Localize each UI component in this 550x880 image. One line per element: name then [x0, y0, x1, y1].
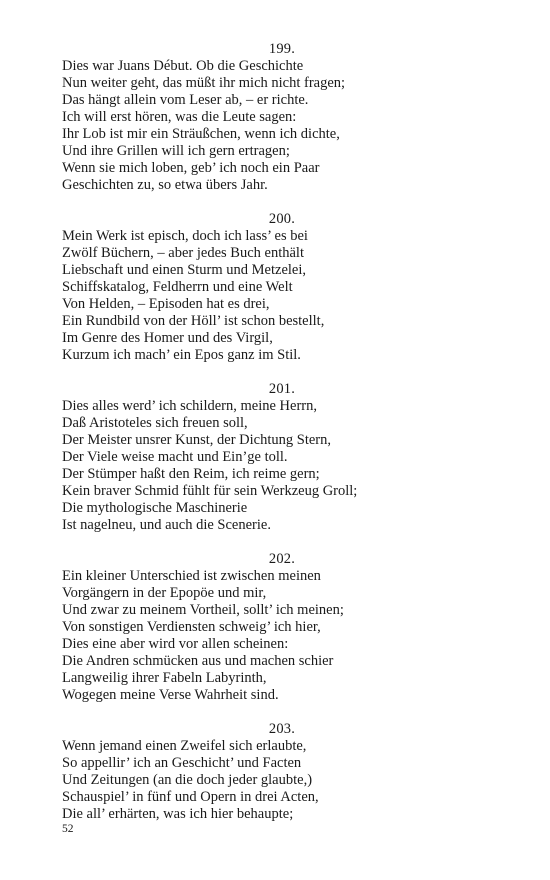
stanza-number: 202. — [268, 551, 296, 567]
verse-line: Kein braver Schmid fühlt für sein Werkzeug Groll; — [62, 483, 358, 499]
verse-line: Geschichten zu, so etwa übers Jahr. — [62, 177, 268, 193]
stanza — [62, 381, 502, 534]
verse-line: Der Viele weise macht und Ein’ge toll. — [62, 449, 288, 465]
verse-line: Dies eine aber wird vor allen scheinen: — [62, 636, 289, 652]
verse-line: So appellir’ ich an Geschicht’ und Facten — [62, 755, 302, 771]
verse-line: Ein kleiner Unterschied ist zwischen meinen — [62, 568, 321, 584]
verse-line: Liebschaft und einen Sturm und Metzelei, — [62, 262, 307, 278]
stanza-number: 203. — [268, 721, 296, 737]
verse-line: Der Meister unsrer Kunst, der Dichtung Stern, — [62, 432, 331, 448]
verse-line: Und Zeitungen (an die doch jeder glaubte,) — [62, 772, 313, 788]
stanza — [62, 721, 502, 823]
verse-line: Vorgängern in der Epopöe und mir, — [62, 585, 267, 601]
verse-line: Im Genre des Homer und des Virgil, — [62, 330, 273, 346]
verse-line: Ich will erst hören, was die Leute sagen: — [62, 109, 297, 125]
stanza — [62, 211, 502, 364]
verse-line: Nun weiter geht, das müßt ihr mich nicht fragen; — [62, 75, 346, 91]
verse-line: Von Helden, – Episoden hat es drei, — [62, 296, 270, 312]
verse-line: Wenn sie mich loben, geb’ ich noch ein Paar — [62, 160, 320, 176]
verse-line: Schiffskatalog, Feldherrn und eine Welt — [62, 279, 293, 295]
verse-line: Die all’ erhärten, was ich hier behaupte; — [62, 806, 294, 822]
verse-line: Wenn jemand einen Zweifel sich erlaubte, — [62, 738, 307, 754]
verse-line: Dies alles werd’ ich schildern, meine Herrn, — [62, 398, 317, 414]
verse-line: Daß Aristoteles sich freuen soll, — [62, 415, 248, 431]
verse-line: Die Andren schmücken aus und machen schier — [62, 653, 334, 669]
page-number: 52 — [62, 823, 74, 835]
verse-line: Zwölf Büchern, – aber jedes Buch enthält — [62, 245, 304, 261]
verse-line: Der Stümper haßt den Reim, ich reime gern; — [62, 466, 320, 482]
verse-line: Mein Werk ist episch, doch ich lass’ es bei — [62, 228, 308, 244]
poem-text — [62, 41, 502, 840]
verse-line: Und zwar zu meinem Vortheil, sollt’ ich meinen; — [62, 602, 344, 618]
verse-line: Von sonstigen Verdiensten schweig’ ich hier, — [62, 619, 321, 635]
verse-line: Wogegen meine Verse Wahrheit sind. — [62, 687, 279, 703]
stanza-number: 200. — [268, 211, 296, 227]
verse-line: Kurzum ich mach’ ein Epos ganz im Stil. — [62, 347, 301, 363]
stanza-number: 201. — [268, 381, 296, 397]
verse-line: Das hängt allein vom Leser ab, – er richte. — [62, 92, 309, 108]
stanza-number: 199. — [268, 41, 296, 57]
verse-line: Und ihre Grillen will ich gern ertragen; — [62, 143, 290, 159]
verse-line: Die mythologische Maschinerie — [62, 500, 248, 516]
stanza — [62, 551, 502, 704]
verse-line: Ein Rundbild von der Höll’ ist schon bestellt, — [62, 313, 325, 329]
verse-line: Schauspiel’ in fünf und Opern in drei Acten, — [62, 789, 319, 805]
verse-line: Ihr Lob ist mir ein Sträußchen, wenn ich dichte, — [62, 126, 340, 142]
verse-line: Langweilig ihrer Fabeln Labyrinth, — [62, 670, 267, 686]
verse-line: Ist nagelneu, und auch die Scenerie. — [62, 517, 271, 533]
verse-line: Dies war Juans Début. Ob die Geschichte — [62, 58, 304, 74]
stanza — [62, 41, 502, 194]
